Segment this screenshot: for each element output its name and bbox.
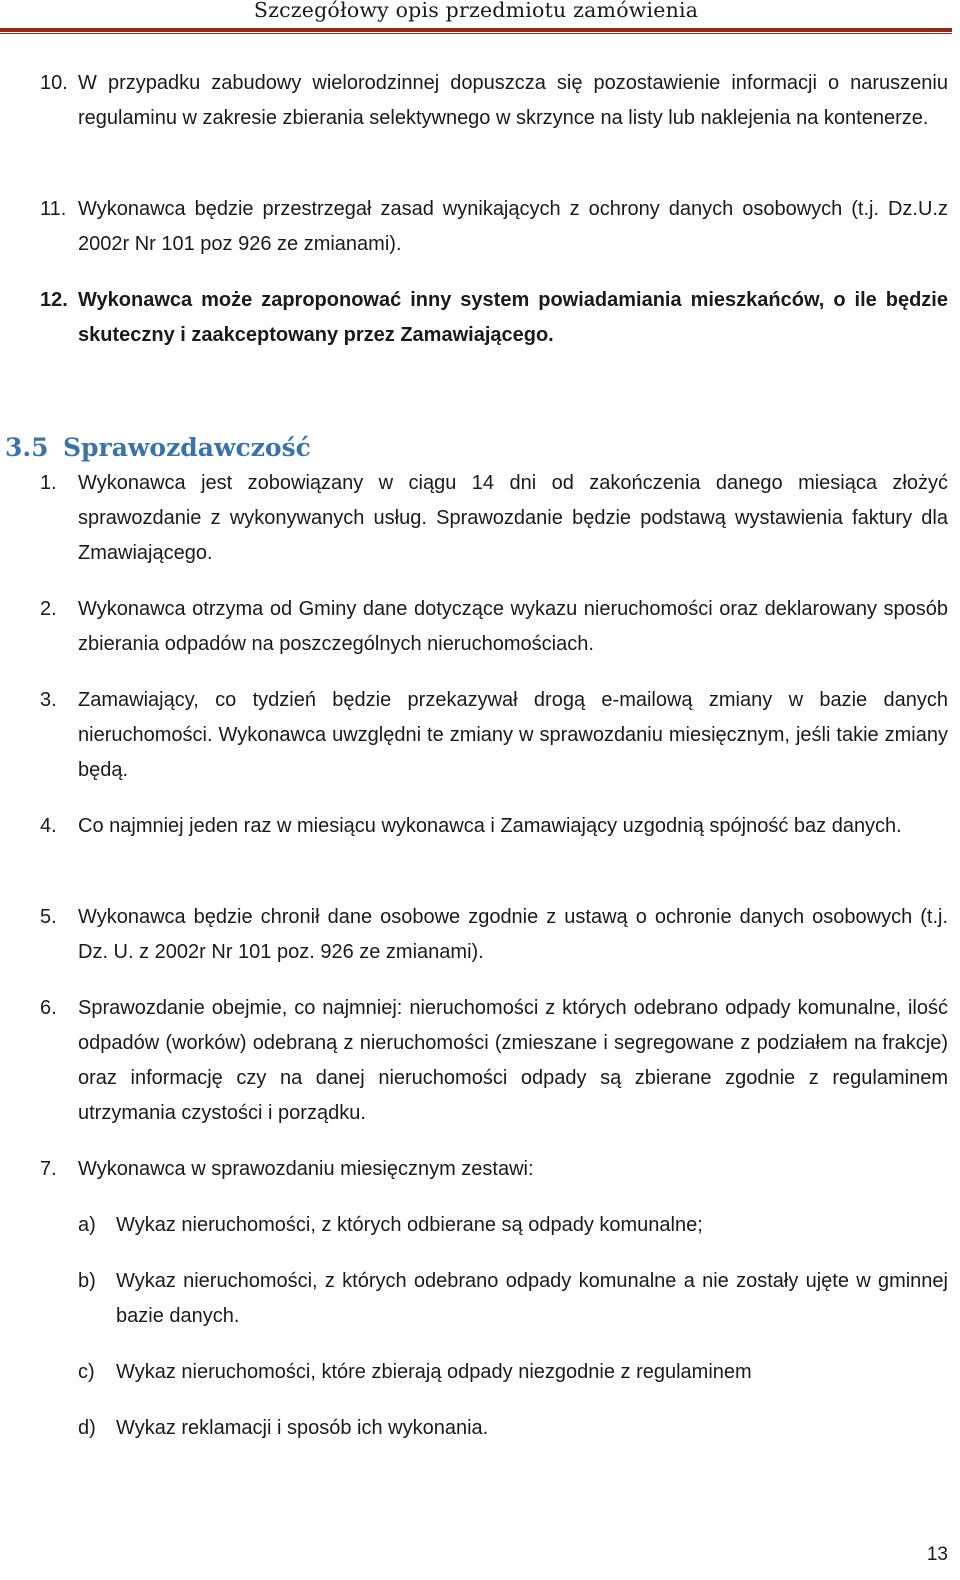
- document-title: Szczegółowy opis przedmiotu zamówienia: [253, 0, 699, 22]
- list-item-number: 7.: [40, 1158, 57, 1180]
- sub-list-item-text: Wykaz nieruchomości, które zbierają odpady niezgodnie z regulaminem: [116, 1361, 752, 1383]
- list-item: [40, 683, 948, 788]
- sub-list-item-letter: a): [78, 1214, 96, 1236]
- list-item-number: 11.: [40, 198, 67, 220]
- list-item-text: Wykonawca może zaproponować inny system powiadamiania mieszkańców, o ile będzie skuteczny i zaakceptowany przez Zamawiającego.: [78, 289, 948, 346]
- page-number: 13: [926, 1544, 948, 1565]
- list-item: [40, 66, 948, 136]
- list-item-text: Wykonawca jest zobowiązany w ciągu 14 dni od zakończenia danego miesiąca złożyć sprawozdanie z wykonywanych usług. Sprawozdanie będzie podstawą wystawienia faktury dla Zmawiającego.: [78, 472, 948, 564]
- list-item: [40, 283, 948, 353]
- header-rule-thin: [0, 33, 952, 34]
- list-item-text: Zamawiający, co tydzień będzie przekazywał drogą e-mailową zmiany w bazie danych nieruchomości. Wykonawca uwzględni te zmiany w sprawozdaniu miesięcznym, jeśli takie zmiany będą.: [78, 689, 948, 781]
- list-item: [40, 466, 948, 571]
- sub-list-item-text: Wykaz nieruchomości, z których odbierane są odpady komunalne;: [116, 1214, 703, 1236]
- section-heading: [5, 430, 311, 466]
- sub-list-item: [78, 1264, 948, 1334]
- sub-list-item-letter: b): [78, 1270, 96, 1292]
- running-header: [0, 0, 952, 36]
- list-item-text: W przypadku zabudowy wielorodzinnej dopuszcza się pozostawienie informacji o naruszeniu regulaminu w zakresie zbierania selektywnego w skrzynce na listy lub naklejenia na kontenerze.: [78, 72, 948, 129]
- sub-list-item-letter: d): [78, 1417, 96, 1439]
- list-item: [40, 809, 948, 844]
- list-item-text: Wykonawca będzie chronił dane osobowe zgodnie z ustawą o ochronie danych osobowych (t.j. Dz. U. z 2002r Nr 101 poz. 926 ze zmianami).: [78, 906, 948, 963]
- list-item: [40, 592, 948, 662]
- list-item: [40, 192, 948, 262]
- list-item-text: Wykonawca będzie przestrzegał zasad wynikających z ochrony danych osobowych (t.j. Dz.U.z 2002r Nr 101 poz 926 ze zmianami).: [78, 198, 948, 255]
- list-item-number: 5.: [40, 906, 57, 928]
- list-item-text: Wykonawca w sprawozdaniu miesięcznym zestawi:: [78, 1158, 534, 1180]
- sub-list-item: [78, 1355, 948, 1390]
- header-rule: [0, 28, 952, 32]
- section-title: Sprawozdawczość: [63, 433, 311, 462]
- list-item: [40, 900, 948, 970]
- list-item-number: 12.: [40, 289, 68, 311]
- list-item-text: Wykonawca otrzyma od Gminy dane dotyczące wykazu nieruchomości oraz deklarowany sposób zbierania odpadów na poszczególnych nieruchomościach.: [78, 598, 948, 655]
- list-item-number: 1.: [40, 472, 57, 494]
- list-item-text: Co najmniej jeden raz w miesiącu wykonawca i Zamawiający uzgodnią spójność baz danych.: [78, 815, 902, 837]
- list-item-number: 10.: [40, 72, 68, 94]
- list-item-number: 6.: [40, 997, 57, 1019]
- list-item-number: 4.: [40, 815, 57, 837]
- list-item-number: 2.: [40, 598, 57, 620]
- sub-list-item: [78, 1411, 948, 1446]
- list-item: [40, 1152, 948, 1187]
- list-item-text: Sprawozdanie obejmie, co najmniej: nieruchomości z których odebrano odpady komunalne, ilość odpadów (worków) odebraną z nieruchomości (zmieszane i segregowane z podziałem na frakcje) oraz informację czy na danej nieruchomości odpady są zbierane zgodnie z regulaminem utrzymania czystości i porządku.: [78, 997, 948, 1124]
- list-item-number: 3.: [40, 689, 57, 711]
- section-number: 3.5: [5, 433, 49, 462]
- sub-list-item: [78, 1208, 948, 1243]
- sub-list-item-letter: c): [78, 1361, 95, 1383]
- sub-list-item-text: Wykaz nieruchomości, z których odebrano odpady komunalne a nie zostały ujęte w gminnej bazie danych.: [116, 1270, 948, 1327]
- sub-list-item-text: Wykaz reklamacji i sposób ich wykonania.: [116, 1417, 489, 1439]
- list-item: [40, 991, 948, 1131]
